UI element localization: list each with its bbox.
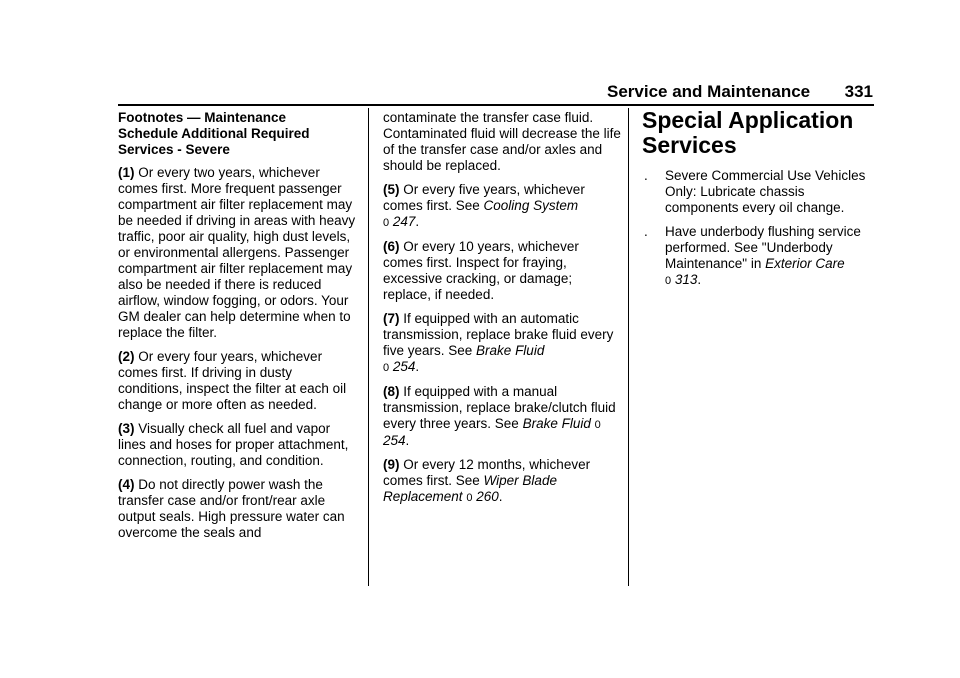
list-item-text: Have underbody flushing service performed. See "Underbody Maintenance" in	[665, 224, 861, 271]
page-number: 331	[844, 82, 873, 101]
page-ref-number[interactable]: 260	[472, 489, 499, 504]
footnote-text: Or every four years, whichever comes first. If driving in dusty conditions, inspect the filter at each oil change or more often as needed.	[118, 349, 347, 412]
footnotes-heading-line: Services - Severe	[118, 142, 230, 157]
footnotes-heading	[118, 110, 360, 158]
cross-reference-link[interactable]: Wiper Blade Replacement	[383, 473, 557, 504]
header-title: Service and Maintenance	[607, 82, 811, 101]
column-divider	[368, 108, 369, 586]
footnote-text: Or every two years, whichever comes first. More frequent passenger compartment air filter replacement may be needed if driving in areas with heavy traffic, poor air quality, high dust levels, or environmental allergens. Passenger compartment air filter replacement may also be needed if there is reduced airflow, window fogging, or odors. Your GM dealer can help determine when to replace the filter.	[118, 165, 356, 340]
column-1	[118, 110, 360, 549]
footnote-text: Or every 10 years, whichever comes first. Inspect for fraying, excessive cracking, or damage; replace, if needed.	[383, 239, 579, 302]
footnote-9	[383, 457, 621, 506]
footnote-2	[118, 349, 360, 413]
footnote-end: .	[415, 214, 420, 229]
footnote-4-continued: contaminate the transfer case fluid. Contaminated fluid will decrease the life of the transfer case and/or axles and should be replaced.	[383, 110, 621, 173]
column-divider	[628, 108, 629, 586]
list-item	[642, 168, 878, 216]
page-ref-icon: 0	[466, 492, 473, 504]
page-ref-number[interactable]: 254	[383, 433, 406, 448]
section-title-line: Special Application	[642, 107, 854, 133]
footnote-number: (3)	[118, 421, 135, 436]
footnote-text: Do not directly power wash the transfer case and/or front/rear axle output seals. High pressure water can overcome the seals and	[118, 477, 345, 540]
footnote-text: Or every five years, whichever comes first. See	[383, 182, 585, 213]
footnotes-heading-line: Schedule Additional Required	[118, 126, 310, 141]
footnote-end: .	[405, 433, 410, 448]
column-3	[642, 108, 878, 297]
footnote-3	[118, 421, 360, 469]
page-ref-icon: 0	[594, 419, 601, 431]
cross-reference-link[interactable]: Brake Fluid	[476, 343, 545, 358]
footnote-text: Visually check all fuel and vapor lines and hoses for proper attachment, connection, routing, and condition.	[118, 421, 349, 468]
footnote-1	[118, 165, 360, 341]
page-ref-icon: 0	[383, 362, 390, 374]
bullet-icon: .	[644, 168, 648, 183]
page-ref-icon: 0	[665, 275, 672, 287]
footnote-number: (8)	[383, 384, 400, 399]
footnote-number: (7)	[383, 311, 400, 326]
footnote-end: .	[498, 489, 503, 504]
list-item-end: .	[697, 272, 702, 287]
footnote-8	[383, 384, 621, 449]
cross-reference-link[interactable]: Exterior Care	[765, 256, 845, 271]
footnote-5	[383, 182, 621, 231]
bullet-icon: .	[644, 224, 648, 239]
footnote-4	[118, 477, 360, 541]
footnote-number: (9)	[383, 457, 400, 472]
header-rule	[118, 104, 874, 106]
footnote-7	[383, 311, 621, 376]
footnote-text: If equipped with a manual transmission, replace brake/clutch fluid every three years. See	[383, 384, 616, 431]
footnote-text: If equipped with an automatic transmission, replace brake fluid every five years. See	[383, 311, 614, 358]
footnote-number: (4)	[118, 477, 135, 492]
footnote-number: (2)	[118, 349, 135, 364]
list-item	[642, 224, 878, 289]
section-title	[642, 108, 878, 158]
cross-reference-link[interactable]: Brake Fluid	[522, 416, 591, 431]
list-item-text: Severe Commercial Use Vehicles Only: Lubricate chassis components every oil change.	[665, 168, 866, 215]
footnote-6	[383, 239, 621, 303]
footnote-end: .	[415, 359, 420, 374]
footnote-number: (6)	[383, 239, 400, 254]
footnote-text: Or every 12 months, whichever comes first. See	[383, 457, 591, 488]
footnotes-heading-line: Footnotes — Maintenance	[118, 110, 287, 125]
page-ref-icon: 0	[383, 217, 390, 229]
footnote-number: (1)	[118, 165, 135, 180]
page-ref-number[interactable]: 247	[389, 214, 416, 229]
section-title-line: Services	[642, 132, 737, 158]
footnote-number: (5)	[383, 182, 400, 197]
page-ref-number[interactable]: 254	[389, 359, 416, 374]
column-2	[383, 110, 621, 514]
cross-reference-link[interactable]: Cooling System	[483, 198, 579, 213]
page-header	[589, 82, 873, 104]
page-ref-number[interactable]: 313	[671, 272, 698, 287]
